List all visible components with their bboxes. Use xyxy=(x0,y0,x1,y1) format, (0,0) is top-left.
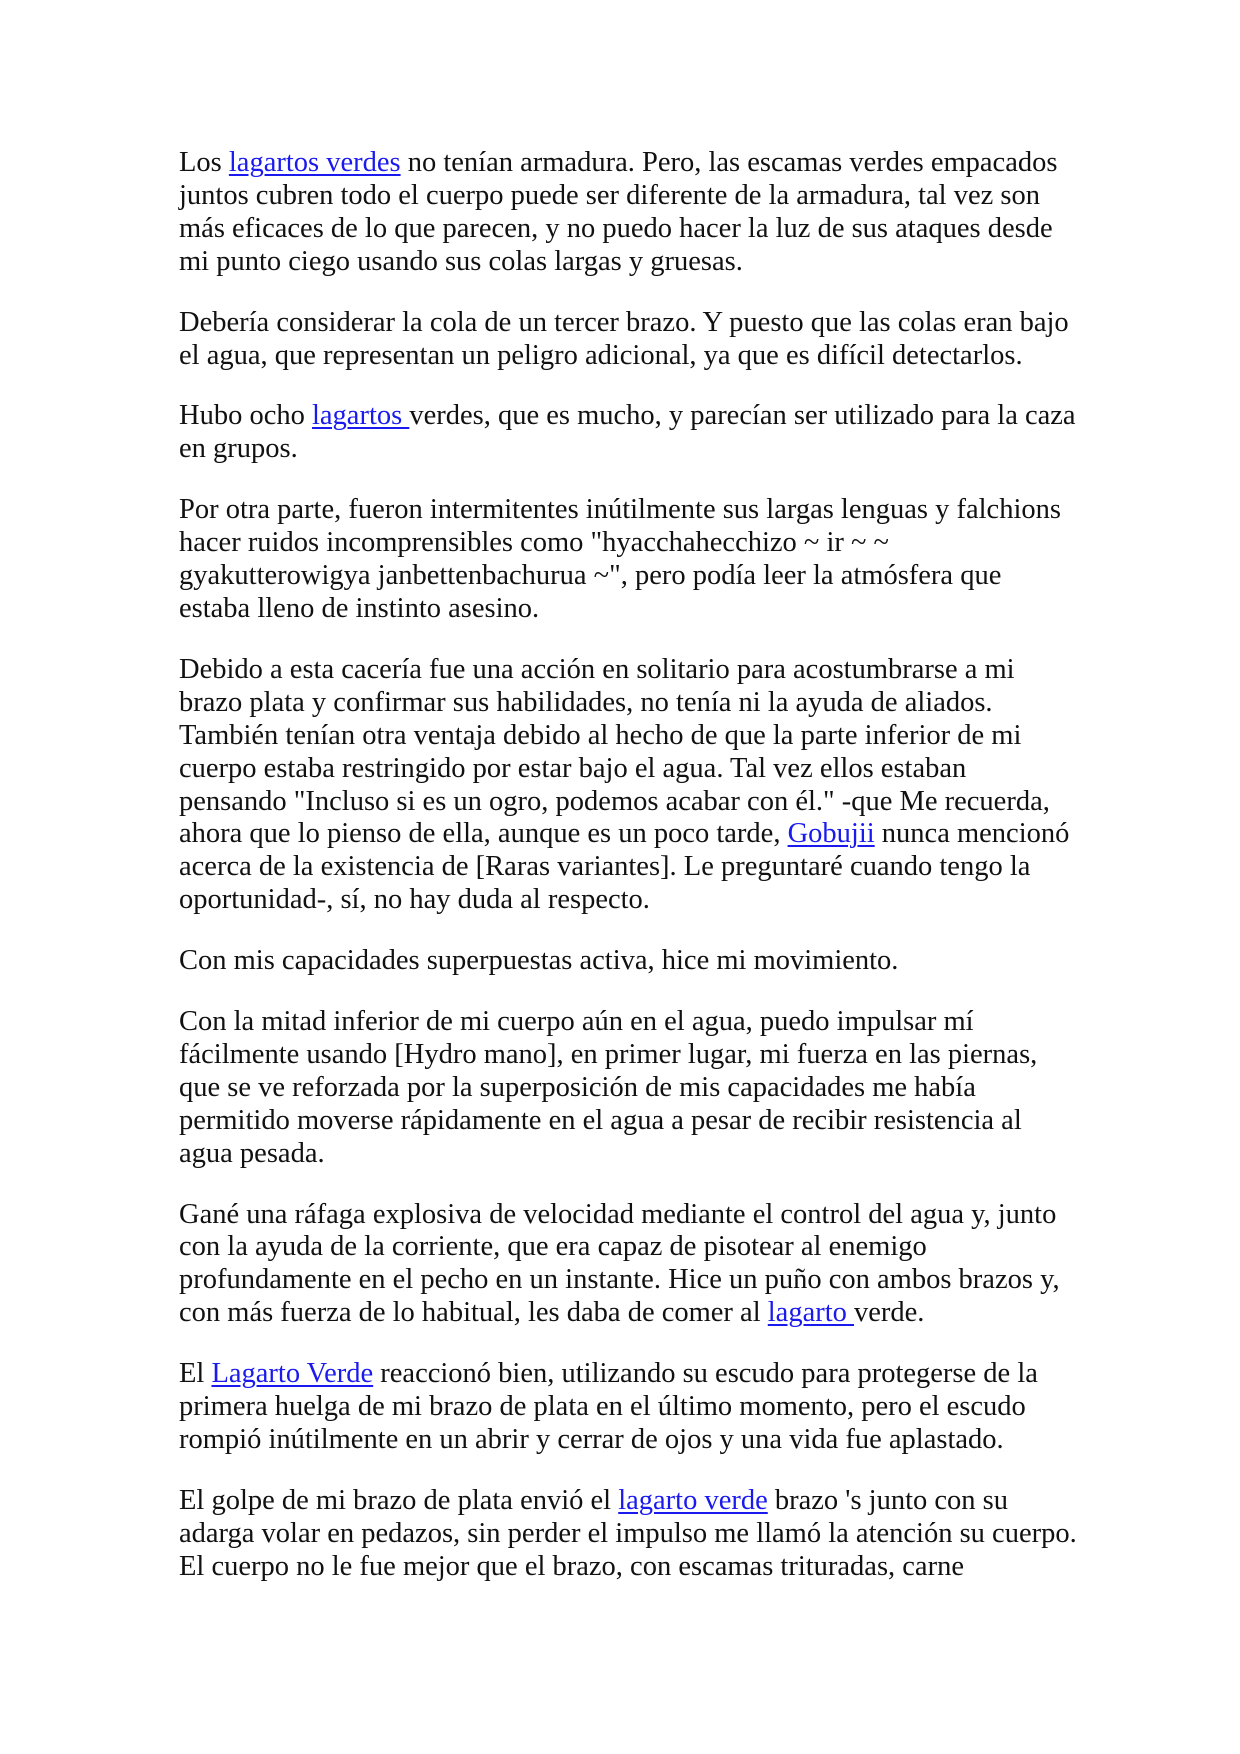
paragraph-text: brazo 's junto con su adarga volar en pedazos, sin perder el impulso me llamó la atención su cuerpo. El cuerpo no le fue mejor que el brazo, con escamas trituradas, carne xyxy=(179,1484,1077,1582)
text-link[interactable]: Gobujii xyxy=(787,818,875,850)
paragraph xyxy=(179,1358,1079,1457)
paragraph-text: Con mis capacidades superpuestas activa, hice mi movimiento. xyxy=(179,945,899,977)
paragraph xyxy=(179,400,1079,466)
text-link[interactable]: lagarto xyxy=(767,1297,855,1329)
paragraph xyxy=(179,1199,1079,1331)
paragraph-text: El golpe de mi brazo de plata envió el xyxy=(179,1484,619,1516)
paragraph xyxy=(179,654,1079,917)
paragraph-text: El xyxy=(179,1358,212,1390)
paragraph-text: Debería considerar la cola de un tercer brazo. Y puesto que las colas eran bajo el agua, que representan un peligro adicional, ya que es difícil detectarlos. xyxy=(179,306,1069,371)
paragraph xyxy=(179,1485,1079,1584)
paragraph xyxy=(179,945,1079,978)
paragraph xyxy=(179,307,1079,373)
paragraph-text: Los xyxy=(179,147,229,178)
paragraph xyxy=(179,147,1079,279)
paragraph xyxy=(179,494,1079,626)
text-link[interactable]: Lagarto Verde xyxy=(211,1358,374,1390)
paragraph-text: nunca mencionó acerca de la existencia de [Raras variantes]. Le preguntaré cuando tengo la oportunidad-, sí, no hay duda al respecto. xyxy=(179,818,1070,916)
paragraph-text: Hubo ocho xyxy=(179,400,312,432)
document-page xyxy=(179,147,1079,1612)
paragraph-text: Con la mitad inferior de mi cuerpo aún en el agua, puedo impulsar mí fácilmente usando [Hydro mano], en primer lugar, mi fuerza en las piernas, que se ve reforzada por la superposición de mis capacidades me había permitido moverse rápidamente en el agua a pesar de recibir resistencia al agua pesada. xyxy=(179,1006,1038,1169)
paragraph-text: reaccionó bien, utilizando su escudo para protegerse de la primera huelga de mi brazo de plata en el último momento, pero el escudo rompió inútilmente en un abrir y cerrar de ojos y una vida fue aplastado. xyxy=(179,1358,1038,1455)
paragraph-text: Debido a esta cacería fue una acción en solitario para acostumbrarse a mi brazo plata y confirmar sus habilidades, no tenía ni la ayuda de aliados. También tenían otra ventaja debido al hecho de que la parte inferior de mi cuerpo estaba restringido por estar bajo el agua. Tal vez ellos estaban pensando "Incluso si es un ogro, podemos acabar con él." -que Me recuerda, ahora que lo pienso de ella, aunque es un poco tarde, xyxy=(179,653,1050,850)
paragraph-text: verdes, que es mucho, y parecían ser utilizado para la caza en grupos. xyxy=(179,400,1076,465)
paragraph-text: Por otra parte, fueron intermitentes inútilmente sus largas lenguas y falchions hacer ruidos incomprensibles como "hyacchahecchizo ~ ir ~ ~ gyakutterowigya janbettenbachurua ~", pero podía leer la atmósfera que estaba lleno de instinto asesino. xyxy=(179,494,1061,624)
paragraph-text: Gané una ráfaga explosiva de velocidad mediante el control del agua y, junto con la ayuda de la corriente, que era capaz de pisotear al enemigo profundamente en el pecho en un instante. Hice un puño con ambos brazos y, con más fuerza de lo habitual, les daba de comer al xyxy=(179,1198,1060,1329)
paragraph xyxy=(179,1006,1079,1171)
text-link[interactable]: lagarto verde xyxy=(618,1484,768,1516)
text-link[interactable]: lagartos verdes xyxy=(228,147,401,178)
paragraph-text: verde. xyxy=(854,1297,925,1329)
paragraph-text: no tenían armadura. Pero, las escamas verdes empacados juntos cubren todo el cuerpo puede ser diferente de la armadura, tal vez son más eficaces de lo que parecen, y no puedo hacer la luz de sus ataques desde mi punto ciego usando sus colas largas y gruesas. xyxy=(179,147,1058,277)
text-link[interactable]: lagartos xyxy=(311,400,410,432)
